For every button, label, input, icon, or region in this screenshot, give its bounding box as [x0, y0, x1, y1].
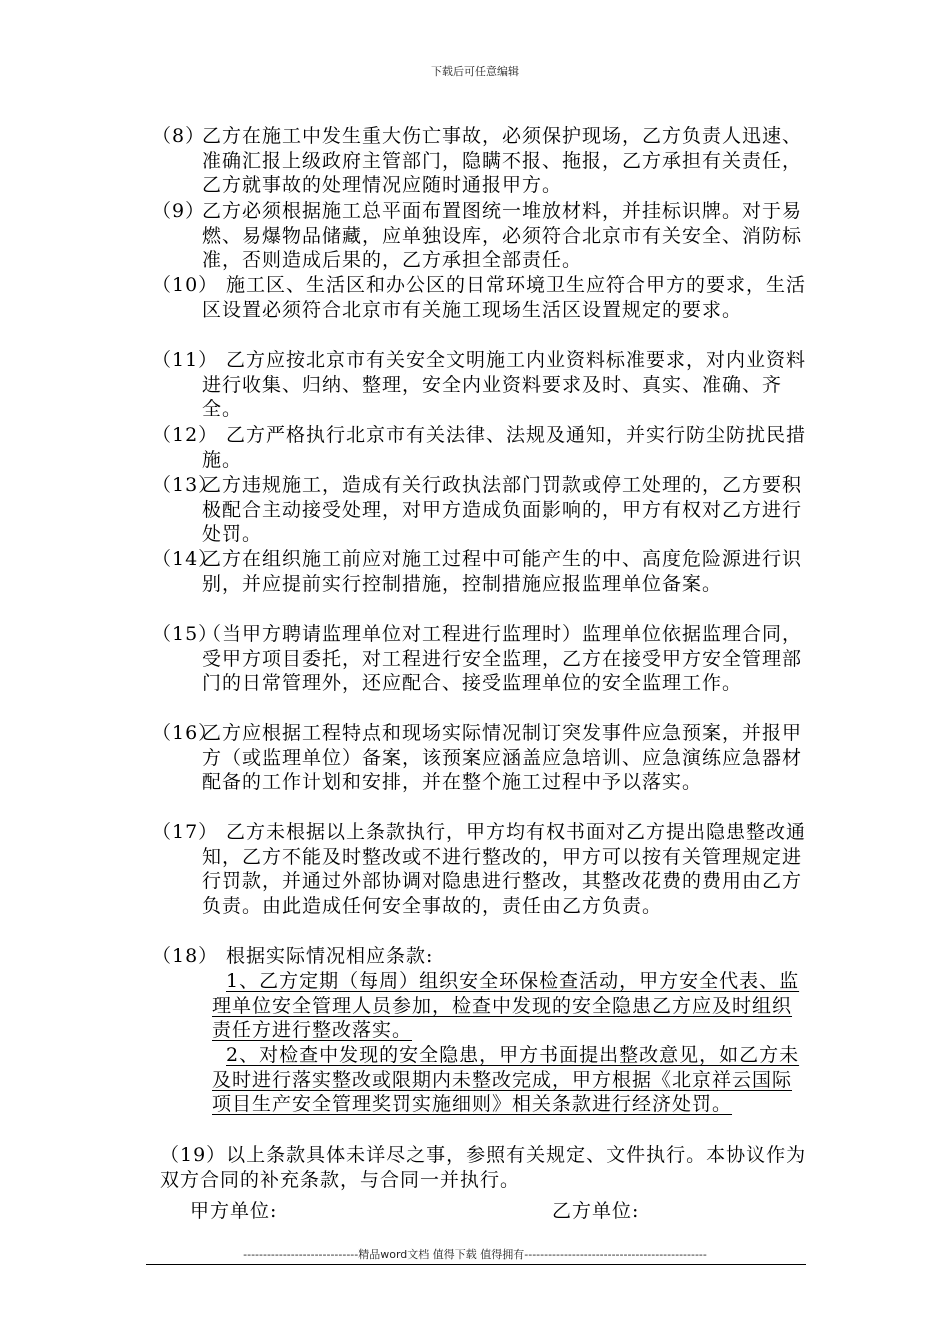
clause-number: （16）	[152, 722, 219, 744]
sub-clause-text: 2、对检查中发现的安全隐患，甲方书面提出整改意见，如乙方未及时进行落实整改或限期内未整改完成，甲方根据《北京祥云国际项目生产安全管理奖罚实施细则》相关条款进行经济处罚。	[212, 1044, 800, 1116]
clause-text: 乙方未根据以上条款执行，甲方均有权书面对乙方提出隐患整改通知，乙方不能及时整改或不进行整改的，甲方可以按有关管理规定进行罚款，并通过外部协调对隐患进行整改，其整改花费的费用由乙方负责。由此造成任何安全事故的，责任由乙方负责。	[202, 821, 807, 917]
clause-text: 施工区、生活区和办公区的日常环境卫生应符合甲方的要求，生活区设置必须符合北京市有关施工现场生活区设置规定的要求。	[202, 274, 807, 321]
clause-number: （8）	[152, 125, 206, 147]
clause-text: 乙方应按北京市有关安全文明施工内业资料标准要求，对内业资料进行收集、归纳、整理，安全内业资料要求及时、真实、准确、齐全。	[202, 349, 807, 421]
sub-clause-2	[212, 1043, 808, 1117]
clause-number: （18）	[152, 945, 219, 967]
clause-15	[152, 622, 812, 696]
clause-17	[152, 820, 812, 918]
clause-number: （13）	[152, 474, 219, 496]
clause-9	[152, 199, 812, 273]
page-header: 下载后可任意编辑	[431, 65, 519, 78]
clause-12	[152, 423, 812, 472]
clause-16	[152, 721, 812, 795]
clause-number: （15）	[152, 623, 219, 645]
clause-number: （9）	[152, 200, 206, 222]
clause-number: （10）	[152, 274, 219, 296]
footer-rule	[146, 1264, 806, 1265]
clause-19: （19）以上条款具体未详尽之事，参照有关规定、文件执行。本协议作为双方合同的补充条款，与合同一并执行。	[160, 1144, 807, 1191]
clause-14	[152, 547, 812, 596]
sub-clause-1	[212, 969, 808, 1043]
clause-text: 乙方严格执行北京市有关法律、法规及通知，并实行防尘防扰民措施。	[202, 424, 807, 471]
clause-text: 乙方必须根据施工总平面布置图统一堆放材料，并挂标识牌。对于易燃、易爆物品储藏，应单独设库，必须符合北京市有关安全、消防标准，否则造成后果的，乙方承担全部责任。	[202, 200, 803, 272]
sub-clause-text: 1、乙方定期（每周）组织安全环保检查活动，甲方安全代表、监理单位安全管理人员参加，检查中发现的安全隐患乙方应及时组织责任方进行整改落实。	[212, 970, 800, 1042]
clause-number: （12）	[152, 424, 219, 446]
clause-text: 乙方在施工中发生重大伤亡事故，必须保护现场，乙方负责人迅速、准确汇报上级政府主管部门，隐瞒不报、拖报，乙方承担有关责任，乙方就事故的处理情况应随时通报甲方。	[202, 125, 803, 197]
clause-text: 乙方违规施工，造成有关行政执法部门罚款或停工处理的，乙方要积极配合主动接受处理，对甲方造成负面影响的，甲方有权对乙方进行处罚。	[202, 474, 803, 546]
clause-18	[152, 944, 812, 969]
clause-number: （17）	[152, 821, 219, 843]
clause-text: 根据实际情况相应条款:	[226, 945, 434, 967]
clause-text: （当甲方聘请监理单位对工程进行监理时）监理单位依据监理合同，受甲方项目委托，对工程进行安全监理，乙方在接受甲方安全管理部门的日常管理外，还应配合、接受监理单位的安全监理工作。	[202, 623, 803, 695]
clause-10	[152, 273, 812, 322]
clause-8	[152, 124, 812, 198]
clause-13	[152, 473, 812, 547]
party-b-signature-label: 乙方单位:	[552, 1200, 640, 1222]
clause-11	[152, 348, 812, 422]
page-footer: -----------------------------精品word文档 值得下载 值得拥有----------------------------------------------	[243, 1248, 707, 1261]
clause-number: （14）	[152, 548, 219, 570]
clause-text: 乙方在组织施工前应对施工过程中可能产生的中、高度危险源进行识别，并应提前实行控制措施，控制措施应报监理单位备案。	[202, 548, 803, 595]
party-a-signature-label: 甲方单位:	[190, 1200, 278, 1222]
clause-number: （11）	[152, 349, 219, 371]
clause-text: 乙方应根据工程特点和现场实际情况制订突发事件应急预案，并报甲方（或监理单位）备案，该预案应涵盖应急培训、应急演练应急器材配备的工作计划和安排，并在整个施工过程中予以落实。	[202, 722, 803, 794]
